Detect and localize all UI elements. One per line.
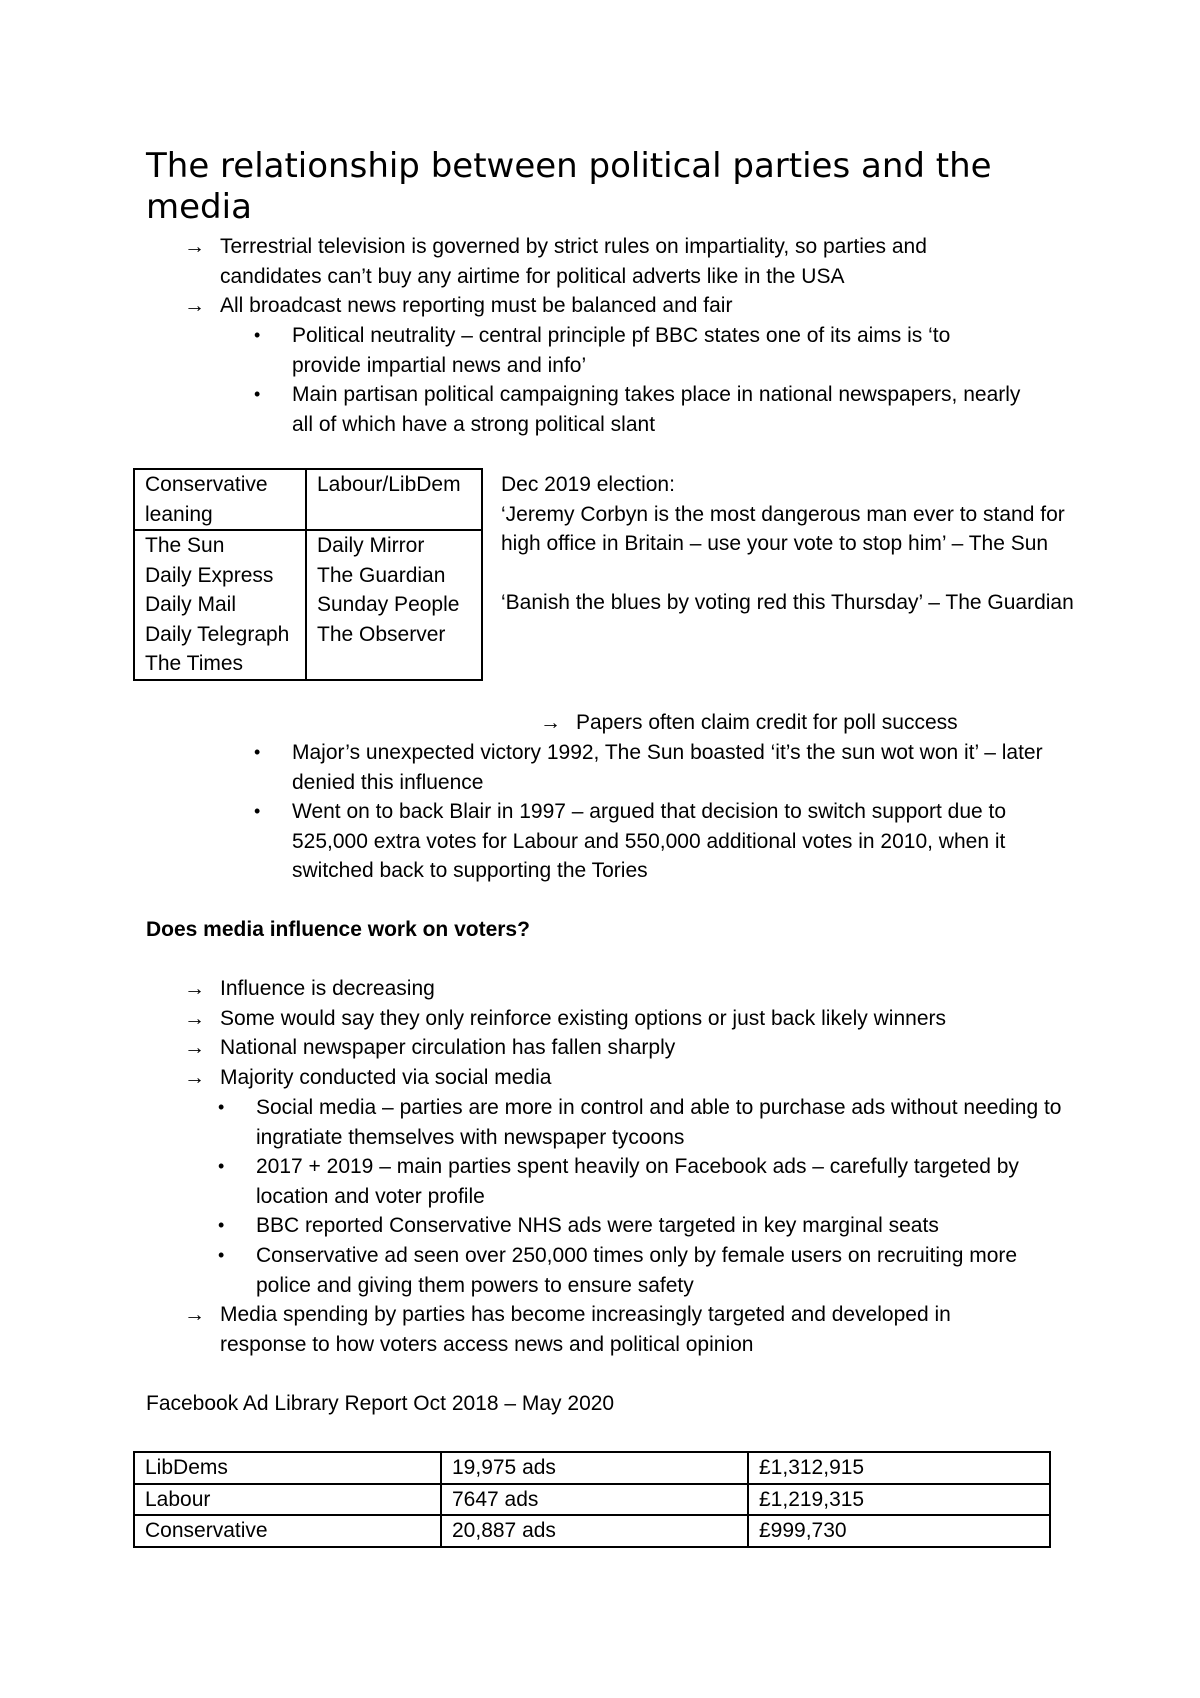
list-item-text: All broadcast news reporting must be balanced and fair [220,294,733,317]
table-row [134,1484,1050,1516]
list-item-text: Papers often claim credit for poll success [576,711,958,734]
election-block [501,470,1081,618]
list-item-text: 2017 + 2019 – main parties spent heavily on Facebook ads – carefully targeted by location and voter profile [256,1155,1019,1208]
arrow-icon: → [184,1303,205,1326]
page-title: The relationship between political parties and the media [146,146,992,227]
arrow-icon: → [184,294,205,317]
bullet-icon: • [218,1156,225,1176]
arrow-icon: → [184,235,205,258]
table-cell: The Observer [317,622,446,646]
arrow-icon: → [184,1066,205,1089]
arrow-icon: → [184,1036,205,1059]
list-item-text: Social media – parties are more in control and able to purchase ads without needing to ingratiate themselves with newspaper tycoons [256,1096,1062,1149]
list-item [254,380,1024,439]
bullet-icon: • [218,1215,225,1235]
section-heading: Does media influence work on voters? [146,918,530,941]
list-item [184,1063,1044,1093]
election-heading: Dec 2019 election: [501,473,675,496]
list-item [218,1093,1068,1152]
list-item-text: Some would say they only reinforce existing options or just back likely winners [220,1007,947,1030]
bullet-icon: • [254,384,261,404]
list-item [184,291,1004,321]
list-item-text: Main partisan political campaigning takes place in national newspapers, nearly all of which have a strong political slant [292,383,1021,436]
table-row [134,1452,1050,1484]
table-cell: Daily Mail [145,593,237,616]
table-cell: The Sun [145,534,225,557]
list-item-text: Political neutrality – central principle pf BBC states one of its aims is ‘to provide impartial news and info’ [292,324,951,377]
list-item [218,1152,1068,1211]
list-item-text: National newspaper circulation has fallen sharply [220,1036,676,1059]
conservative-papers-cell [134,530,306,680]
bullet-icon: • [254,742,261,762]
table-cell: Daily Mirror [317,534,425,557]
table-cell: £1,312,915 [748,1452,1050,1484]
table-cell: Daily Express [145,563,274,587]
table-cell: Conservative [134,1515,441,1547]
list-item [254,321,1024,380]
arrow-icon: → [184,977,205,1000]
bullet-icon: • [218,1245,225,1265]
quote-sun: ‘Jeremy Corbyn is the most dangerous man ever to stand for high office in Britain – use your vote to stop him’ – The Sun [501,502,1065,555]
table-row [134,1515,1050,1547]
list-item [540,708,1040,738]
table-cell: 19,975 ads [441,1452,748,1484]
list-item-text: Major’s unexpected victory 1992, The Sun boasted ‘it’s the sun wot won it’ – later denied this influence [292,741,1043,794]
table-cell: Daily Telegraph [145,622,290,646]
newspaper-table [133,468,483,681]
arrow-icon: → [540,711,561,734]
table-header: Conservative leaning [134,469,306,530]
list-item-text: BBC reported Conservative NHS ads were targeted in key marginal seats [256,1214,939,1237]
list-item [254,738,1064,797]
table-header: Labour/LibDem [306,469,482,530]
list-item-text: Conservative ad seen over 250,000 times only by female users on recruiting more police and giving them powers to ensure safety [256,1244,1018,1297]
bullet-icon: • [218,1097,225,1117]
list-item-text: Went on to back Blair in 1997 – argued that decision to switch support due to 525,000 extra votes for Labour and 550,000 additional votes in 2010, when it switched back to supporting the Tories [292,800,1007,882]
list-item [254,797,1064,886]
table-cell: £999,730 [748,1515,1050,1547]
list-item [218,1211,1068,1241]
table-cell: £1,219,315 [748,1484,1050,1516]
list-item-text: Majority conducted via social media [220,1066,552,1089]
list-item [184,1300,1014,1359]
list-item-text: Influence is decreasing [220,977,435,1000]
table-cell: 7647 ads [441,1484,748,1516]
table-caption: Facebook Ad Library Report Oct 2018 – May 2020 [146,1392,615,1415]
bullet-icon: • [254,325,261,345]
arrow-icon: → [184,1007,205,1030]
table-cell: 20,887 ads [441,1515,748,1547]
list-item [184,1033,1044,1063]
list-item-text: Media spending by parties has become increasingly targeted and developed in response to how voters access news and political opinion [220,1303,951,1356]
table-cell: Sunday People [317,593,460,616]
table-cell: The Guardian [317,563,446,587]
labour-papers-cell [306,530,482,680]
list-item [184,1004,1044,1034]
facebook-ads-table [133,1451,1051,1548]
table-cell: Labour [134,1484,441,1516]
quote-guardian: ‘Banish the blues by voting red this Thursday’ – The Guardian [501,591,1074,614]
list-item [184,974,1044,1004]
list-item [218,1241,1068,1300]
table-cell: LibDems [134,1452,441,1484]
list-item [184,232,1004,291]
list-item-text: Terrestrial television is governed by strict rules on impartiality, so parties and candidates can’t buy any airtime for political adverts like in the USA [220,235,927,288]
bullet-icon: • [254,801,261,821]
table-cell: The Times [145,652,244,675]
